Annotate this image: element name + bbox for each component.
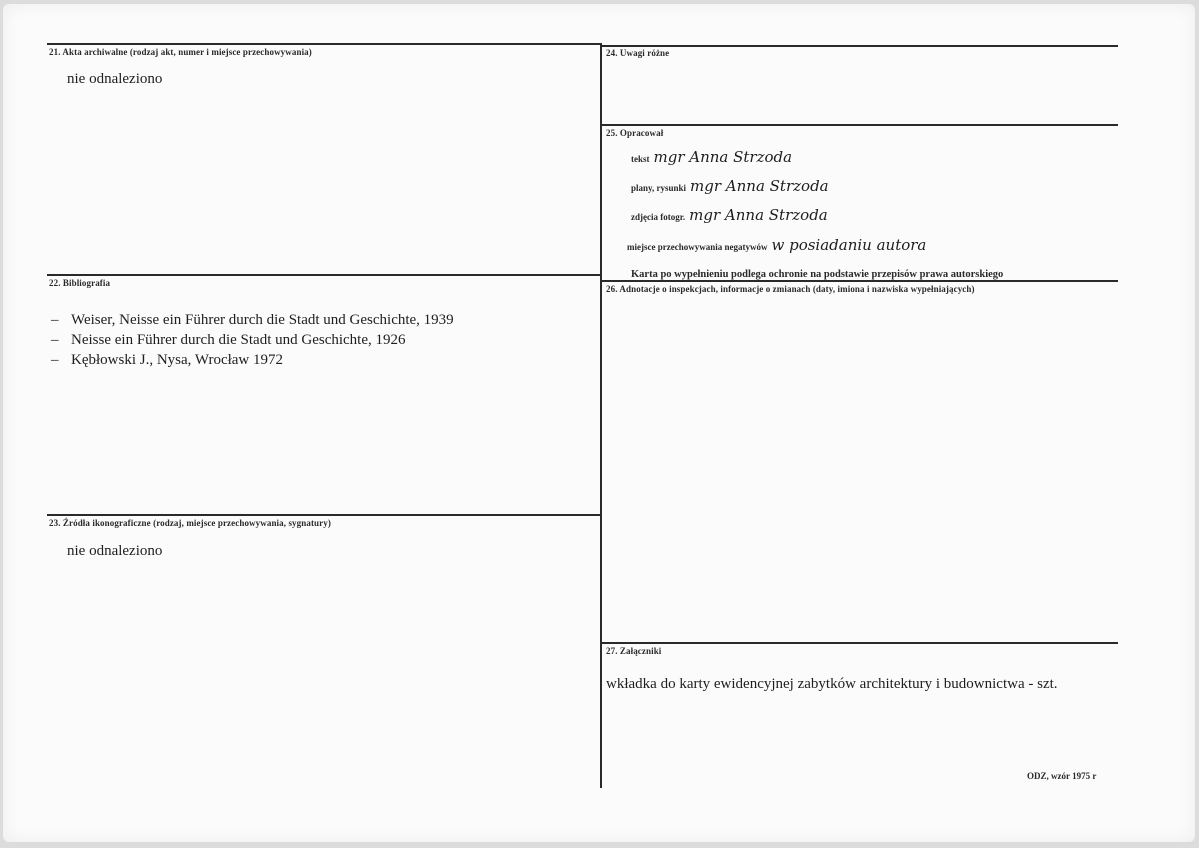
record-card-sheet — [3, 4, 1195, 842]
section-24-label: 24. Uwagi różne — [606, 48, 670, 58]
section-27-value: wkładka do karty ewidencyjnej zabytków architektury i budownictwa - szt. — [606, 676, 1058, 692]
section-23-value: nie odnaleziono — [67, 543, 163, 559]
column-divider — [600, 44, 602, 788]
author-text-row — [631, 148, 792, 167]
top-rule-right — [602, 45, 1118, 47]
bibliography-item-text: Kębłowski J., Nysa, Wrocław 1972 — [71, 352, 284, 368]
rule-section-22 — [47, 274, 602, 276]
plans-author-label: plany, rysunki — [631, 183, 687, 193]
section-25-label: 25. Opracował — [606, 128, 664, 138]
rule-section-25 — [602, 124, 1118, 126]
list-dash: – — [51, 332, 59, 348]
rule-section-27 — [602, 642, 1118, 644]
negatives-value: w posiadaniu autora — [771, 236, 927, 254]
bibliography-list — [51, 310, 454, 370]
copyright-notice: Karta po wypełnieniu podlega ochronie na podstawie przepisów prawa autorskiego — [631, 269, 1004, 280]
negatives-row — [627, 236, 926, 255]
section-21-value: nie odnaleziono — [67, 71, 163, 87]
text-author-value: mgr Anna Strzoda — [653, 148, 793, 166]
list-dash: – — [51, 312, 59, 328]
section-26-label: 26. Adnotacje o inspekcjach, informacje o zmianach (daty, imiona i nazwiska wypełniających) — [606, 284, 975, 294]
form-version-footer: ODZ, wzór 1975 r — [1027, 771, 1097, 781]
rule-section-23 — [47, 514, 602, 516]
author-plans-row — [631, 177, 829, 196]
list-dash: – — [51, 352, 59, 368]
rule-section-26 — [602, 280, 1118, 282]
negatives-label: miejsce przechowywania negatywów — [627, 242, 768, 252]
section-27-label: 27. Załączniki — [606, 646, 662, 656]
bibliography-item-text: Neisse ein Führer durch die Stadt und Geschichte, 1926 — [71, 332, 406, 348]
section-22-label: 22. Bibliografia — [49, 278, 111, 288]
bibliography-item — [51, 350, 454, 370]
bibliography-item-text: Weiser, Neisse ein Führer durch die Stadt und Geschichte, 1939 — [71, 312, 454, 328]
section-21-label: 21. Akta archiwalne (rodzaj akt, numer i miejsce przechowywania) — [49, 47, 312, 57]
top-rule-left — [47, 43, 602, 45]
author-photos-row — [631, 206, 828, 225]
text-author-label: tekst — [631, 154, 650, 164]
section-23-label: 23. Źródła ikonograficzne (rodzaj, miejsce przechowywania, sygnatury) — [49, 518, 331, 528]
photos-author-value: mgr Anna Strzoda — [689, 206, 828, 224]
bibliography-item — [51, 330, 454, 350]
plans-author-value: mgr Anna Strzoda — [690, 177, 829, 195]
photos-author-label: zdjęcia fotogr. — [631, 212, 686, 222]
bibliography-item — [51, 310, 454, 330]
